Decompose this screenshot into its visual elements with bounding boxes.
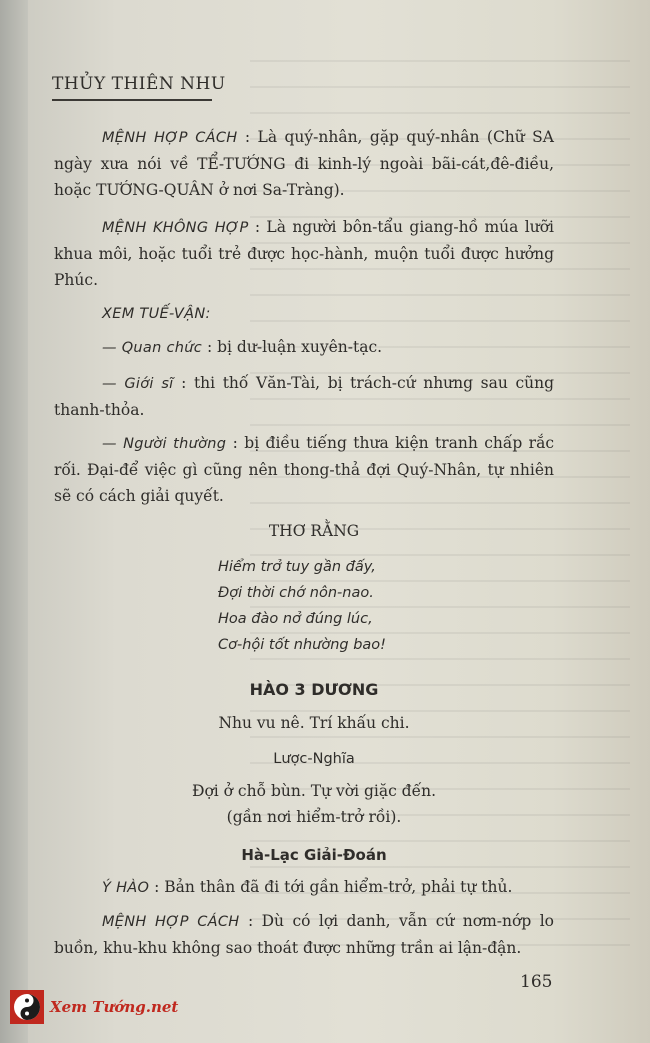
watermark-text: Xem Tướng.net <box>50 998 179 1016</box>
paragraph-menh-hop-cach-2 <box>54 908 554 961</box>
item-text: : thi thố Văn-Tài, bị trách-cứ nhưng sau cũng thanh-thỏa. <box>54 374 555 419</box>
poem-title: THƠ RẰNG <box>268 522 360 540</box>
luoc-nghia-line: Đợi ở chỗ bùn. Tự vời giặc đến. <box>191 782 437 800</box>
item-label: — Giới sĩ <box>102 376 174 392</box>
poem-line: Đợi thời chớ nôn-nao. <box>218 585 374 601</box>
item-label: — Người thường <box>102 436 227 452</box>
page-number: 165 <box>520 972 553 992</box>
paragraph-menh-hop-cach <box>54 124 554 203</box>
running-header: THỦY THIÊN NHU <box>52 74 226 94</box>
poem <box>218 554 518 658</box>
luoc-nghia-note: (gần nơi hiểm-trở rồi). <box>226 808 402 826</box>
paragraph-text: : Dù có lợi danh, vẫn cứ nơm-nớp lo buồn, khu-khu không sao thoát được những trần ai lận-đận. <box>54 912 555 957</box>
paragraph-text: : Là quý-nhân, gặp quý-nhân (Chữ SA ngày xưa nói về TỂ-TƯỚNG đi kinh-lý ngoài bãi-cát,đê-điều, hoặc TƯỚNG-QUÂN ở nơi Sa-Tràng). <box>54 128 554 199</box>
section-subtitle: Nhu vu nê. Trí khấu chi. <box>218 714 410 732</box>
yin-yang-icon <box>10 990 44 1024</box>
item-label: — Quan chức <box>102 340 203 356</box>
item-text: : bị dư-luận xuyên-tạc. <box>206 338 383 356</box>
paragraph-y-hao <box>54 874 554 901</box>
list-item-nguoi-thuong <box>54 430 554 509</box>
watermark <box>10 990 180 1030</box>
paragraph-text: : Là người bôn-tẩu giang-hồ múa lưỡi khua môi, hoặc tuổi trẻ được học-hành, muộn tuổi được hưởng Phúc. <box>54 218 554 289</box>
poem-line: Cơ-hội tốt nhường bao! <box>218 637 386 653</box>
subheading-ha-lac: Hà-Lạc Giải-Đoán <box>241 846 387 864</box>
subheading-luoc-nghia: Lược-Nghĩa <box>273 751 355 767</box>
item-text: : bị điều tiếng thưa kiện tranh chấp rắc rối. Đại-để việc gì cũng nên thong-thả đợi Quý-Nhân, tự nhiên sẽ có cách giải quyết. <box>54 434 554 505</box>
list-item-quan-chuc <box>54 334 554 361</box>
paragraph-label: MỆNH HỢP CÁCH <box>102 914 240 930</box>
paragraph-label: MỆNH HỢP CÁCH <box>102 130 238 146</box>
paragraph-label: MỆNH KHÔNG HỢP <box>102 220 249 236</box>
poem-line: Hiểm trở tuy gần đấy, <box>218 559 376 575</box>
list-item-gioi-si <box>54 370 554 423</box>
section-heading: HÀO 3 DƯƠNG <box>249 680 379 699</box>
page-binding-shadow <box>0 0 28 1043</box>
paragraph-menh-khong-hop <box>54 214 554 293</box>
section-label-tue-van: XEM TUẾ-VẬN: <box>102 306 211 322</box>
paragraph-label: Ý HÀO <box>102 880 150 896</box>
header-rule <box>52 99 212 101</box>
paragraph-text: : Bản thân đã đi tới gần hiểm-trở, phải tự thủ. <box>154 878 513 896</box>
poem-line: Hoa đào nở đúng lúc, <box>218 611 373 627</box>
